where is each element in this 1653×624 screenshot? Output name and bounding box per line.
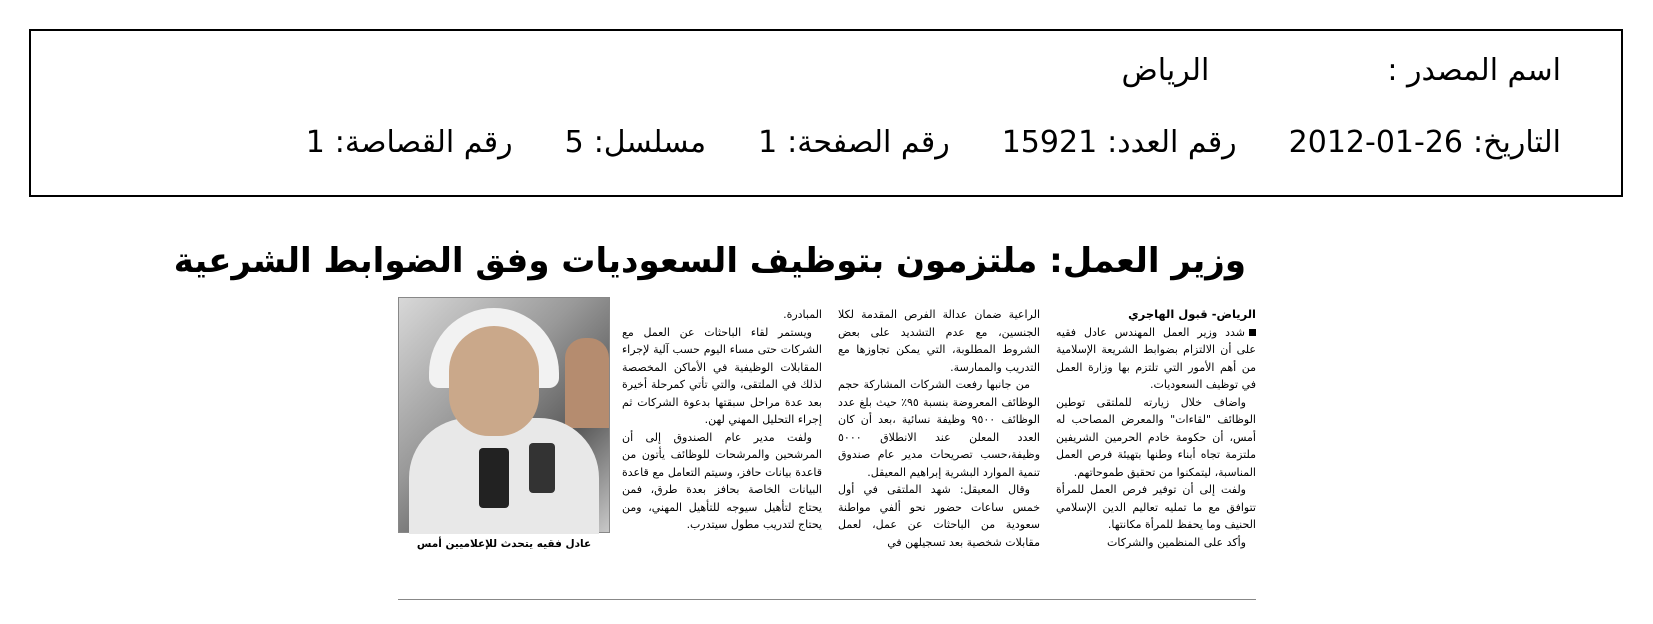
source-info-box [29,29,1623,197]
background-person [565,338,609,428]
paragraph: من جانبها رفعت الشركات المشاركة حجم الوظائف المعروضة بنسبة ٩٥٪ حيث بلغ عدد الوظائف ٩٥٠٠ وظيفة نسائية ،بعد أن كان العدد المعلن عند الانطلاق ٥٠٠٠ وظيفة،حسب تصريحات مدير عام صندوق تنمية الموارد البشرية إبراهيم المعيقل. [838,378,1040,479]
article-byline: الرياض- قبول الهاجري [1128,307,1256,321]
paragraph: وأكد على المنظمين والشركات [1107,535,1246,549]
clip-value: 1 [305,125,325,160]
issue-value: 15921 [1001,125,1098,160]
article-column-2 [838,306,1040,590]
serial-field [565,125,706,160]
article-headline: وزير العمل: ملتزمون بتوظيف السعوديات وفق الضوابط الشرعية [173,241,1246,281]
article-column-3 [622,306,822,590]
paragraph: ولفت إلى أن توفير فرص العمل للمرأة تتوافق مع ما تمليه تعاليم الدين الإسلامي الحنيف وما يحفظ للمرأة مكانتها. [1056,483,1256,531]
bottom-divider [398,599,1256,600]
issue-label: رقم العدد: [1107,125,1237,160]
serial-label: مسلسل: [593,125,707,160]
face-shape [449,326,539,436]
clip-field [306,125,513,160]
minister-photo [398,297,610,533]
paragraph: المبادرة. [783,308,822,321]
issue-field [1002,125,1237,160]
newspaper-clipping [173,234,1256,600]
page-value: 1 [758,125,778,160]
photo-caption: عادل فقيه يتحدث للإعلاميين أمس [416,538,592,550]
paragraph: واضاف خلال زيارته للملتقى توطين الوظائف "لقاءات" والمعرض المصاحب له أمس، أن حكومة خادم الحرمين الشريفين ملتزمة تجاه أبناء وطنها بتهيئة فرص العمل المناسبة، ليتمكنوا من تحقيق طموحاتهم. [1056,395,1256,479]
clip-label: رقم القصاصة: [334,125,513,160]
paragraph: ويستمر لقاء الباحثات عن العمل مع الشركات حتى مساء اليوم حسب آلية لإجراء المقابلات الوظيفية في الأماكن المخصصة لذلك في الملتقى، والتي تأتي كمرحلة أخيرة بعد عدة مراحل سبقتها بدعوة الشركات ثم إجراء التحليل المهني لهن. [622,325,822,426]
paragraph-text: شدد وزير العمل المهندس عادل فقيه على أن الالتزام بضوابط الشريعة الإسلامية من أهم الأمور التي تلتزم بها وزارة العمل في توظيف السعوديات. [1056,325,1256,391]
square-bullet-icon [1249,329,1256,336]
source-value: الرياض [1121,53,1210,88]
page-field [758,125,950,160]
paragraph: وقال المعيقل: شهد الملتقى في أول خمس ساعات حضور نحو ألفي مواطنة سعودية من الباحثات عن عمل، لعمل مقابلات شخصية بعد تسجيلهن في [838,483,1040,549]
date-label: التاريخ: [1473,125,1561,160]
article-column-1 [1056,306,1256,590]
source-row [1122,53,1561,88]
paragraph [1056,324,1256,394]
meta-row [306,125,1561,160]
serial-value: 5 [564,125,584,160]
date-field [1289,125,1561,160]
phone-recorder-icon [529,443,555,493]
date-value: 2012-01-26 [1288,125,1464,160]
source-label: اسم المصدر : [1387,53,1561,88]
paragraph: الراعية ضمان عدالة الفرص المقدمة لكلا الجنسين، مع عدم التشديد على بعض الشروط المطلوبة، التي يمكن تجاوزها مع التدريب والممارسة. [838,308,1040,374]
paragraph: ولفت مدير عام الصندوق إلى أن المرشحين والمرشحات للوظائف يأتون من قاعدة بيانات حافز، وسيتم التعامل مع قاعدة البيانات الخاصة بحافز بعدة طرق، فمن يحتاج لتأهيل سيوجه للتأهيل المهني، ومن يحتاج لتدريب مطول سيتدرب. [622,430,822,531]
phone-recorder-icon [479,448,509,508]
page-label: رقم الصفحة: [787,125,950,160]
